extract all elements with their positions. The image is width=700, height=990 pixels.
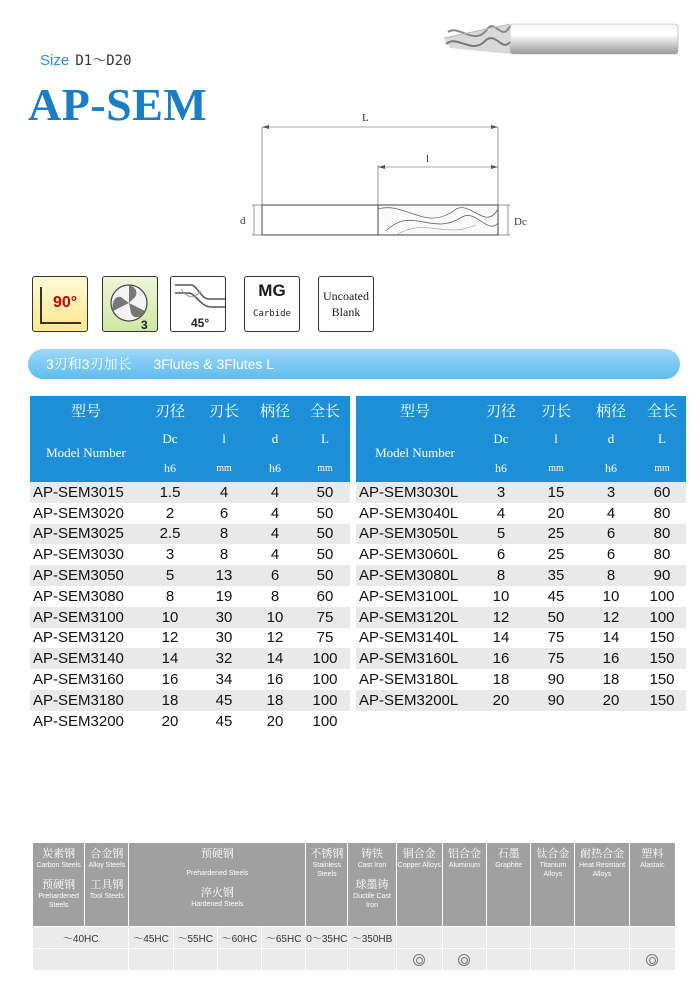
shank-cell: 8 [250,586,300,607]
section-title-en: 3Flutes & 3Flutes L [153,356,275,372]
model-cell: AP-SEM3050 [30,565,142,586]
flute-length-cell: 30 [198,628,250,649]
material-table [32,842,676,971]
table-row [30,482,350,503]
suit-cell [531,949,575,971]
model-cell: AP-SEM3180L [356,669,474,690]
material-carbon-steel [33,843,85,927]
suit-cell [217,949,261,971]
overall-length-cell: 80 [638,524,686,545]
flute-length-cell: 90 [528,690,584,711]
header-d-cn: 柄径 [584,396,638,424]
shank-cell: 14 [250,648,300,669]
material-en: Aluminum [448,862,481,869]
table-row [356,669,686,690]
overall-length-cell: 50 [300,565,350,586]
hardness-cell [487,927,531,949]
material-cn: 球墨铸 [355,879,389,891]
material-cn: 预硬钢 [42,879,76,891]
dc-cell: 10 [142,607,198,628]
dc-cell: 18 [142,690,198,711]
table-row [356,565,686,586]
helix-45-icon [170,276,226,332]
model-cell: AP-SEM3100 [30,607,142,628]
size-label: Size [40,52,70,69]
material-cn: 工具钢 [90,879,124,891]
overall-length-cell: 100 [300,648,350,669]
table-row [356,503,686,524]
overall-length-cell: 100 [300,690,350,711]
material-en: Prehardened Steels [38,893,79,909]
spec-table-long [356,396,686,711]
shank-cell: 20 [250,711,300,732]
model-cell: AP-SEM3080 [30,586,142,607]
dc-cell: 8 [142,586,198,607]
dc-cell: 3 [474,482,528,503]
excellent-icon [413,954,425,966]
table-row [30,586,350,607]
material-cn: 炭素钢 [42,848,76,860]
carbide-grade-icon [244,276,300,332]
header-d-sym: d [250,424,300,454]
shank-cell: 18 [584,669,638,690]
dc-cell: 20 [474,690,528,711]
header-dc-sym: Dc [142,424,198,454]
overall-length-cell: 60 [300,586,350,607]
material-cn: 铜合金 [402,848,436,860]
flute-length-cell: 13 [198,565,250,586]
hardness-cell: ～350HB [348,927,396,949]
overall-length-cell: 100 [638,607,686,628]
overall-length-cell: 75 [300,607,350,628]
model-cell: AP-SEM3160L [356,648,474,669]
shank-cell: 4 [250,544,300,565]
hardness-cell: ～40HC [33,927,129,949]
material-cn: 预硬钢 [200,848,234,860]
table-row [30,669,350,690]
header-model-cn: 型号 [30,396,142,424]
product-title: AP-SEM [28,79,208,130]
material-cast-iron [348,843,396,927]
material-cn: 合金钢 [90,848,124,860]
material-aluminum [442,843,486,927]
header-d-cn: 柄径 [250,396,300,424]
model-cell: AP-SEM3160 [30,669,142,690]
table-row [356,648,686,669]
dc-cell: 8 [474,565,528,586]
label-l: l [426,153,430,165]
flute-length-cell: 75 [528,648,584,669]
dc-cell: 6 [474,544,528,565]
header-L-unit: mm [300,454,350,482]
material-copper-alloy [396,843,442,927]
table-row [356,607,686,628]
coating-line1: Uncoated [323,289,369,303]
suit-cell [487,949,531,971]
hardness-cell: 0～35HC [306,927,348,949]
header-l-sym: l [528,424,584,454]
suit-cell-plastic [629,949,675,971]
suit-cell [575,949,629,971]
overall-length-cell: 100 [300,711,350,732]
hardness-cell: ～55HC [173,927,217,949]
dc-cell: 3 [142,544,198,565]
section-header [28,349,680,379]
overall-length-cell: 80 [638,503,686,524]
overall-length-cell: 50 [300,524,350,545]
material-graphite [487,843,531,927]
material-en: Prehardened Steels [186,870,249,877]
shank-cell: 20 [584,690,638,711]
material-en: Tool Steels [89,893,124,900]
model-cell: AP-SEM3080L [356,565,474,586]
material-stainless-steel [306,843,348,927]
flute-length-cell: 35 [528,565,584,586]
dc-cell: 16 [142,669,198,690]
flute-length-cell: 19 [198,586,250,607]
material-alloy-steel [85,843,129,927]
material-en: Heat Resistant Alloys [579,862,626,878]
excellent-icon [458,954,470,966]
material-plastic [629,843,675,927]
section-title-cn: 3刃和3刃加长 [46,356,132,372]
model-cell: AP-SEM3020 [30,503,142,524]
carbide-label: Carbide [253,309,291,319]
header-d-unit: h6 [250,454,300,482]
dc-cell: 1.5 [142,482,198,503]
hardness-cell [629,927,675,949]
material-cn: 铸铁 [361,848,384,860]
header-model-en: Model Number [356,424,474,482]
material-cn: 不锈钢 [310,848,344,860]
overall-length-cell: 100 [638,586,686,607]
overall-length-cell: 150 [638,628,686,649]
overall-length-cell: 80 [638,544,686,565]
model-cell: AP-SEM3025 [30,524,142,545]
header-l-unit: mm [528,454,584,482]
grade-label: MG [258,281,286,300]
flute-length-cell: 4 [198,482,250,503]
overall-length-cell: 90 [638,565,686,586]
suit-cell [173,949,217,971]
table-row [30,607,350,628]
flute-length-cell: 8 [198,544,250,565]
flute-length-cell: 45 [528,586,584,607]
material-cn: 石墨 [497,848,520,860]
overall-length-cell: 50 [300,482,350,503]
header-l-sym: l [198,424,250,454]
table-row [30,544,350,565]
coating-line2: Blank [331,305,361,319]
overall-length-cell: 100 [300,669,350,690]
helix-angle: 45° [191,316,210,330]
dc-cell: 12 [142,628,198,649]
flute-length-cell: 6 [198,503,250,524]
flute-length-cell: 25 [528,544,584,565]
dc-cell: 14 [474,628,528,649]
material-heat-resistant [575,843,629,927]
header-L-sym: L [638,424,686,454]
table-row [30,524,350,545]
header-d-sym: d [584,424,638,454]
material-en: Graphite [495,862,523,869]
dc-cell: 5 [142,565,198,586]
material-en: Alastaic [640,862,665,869]
hardness-cell: ～60HC [217,927,261,949]
material-cn: 塑料 [641,848,664,860]
suit-cell-aluminum [442,949,486,971]
overall-length-cell: 50 [300,503,350,524]
header-dc-cn: 刃径 [142,396,198,424]
tool-dimension-drawing [236,105,536,255]
shank-cell: 4 [584,503,638,524]
material-cn: 钛合金 [536,848,570,860]
table-row [30,503,350,524]
material-cn: 耐热合金 [580,848,625,860]
header-model-en: Model Number [30,424,142,482]
table-row [356,544,686,565]
flute-length-cell: 45 [198,711,250,732]
dc-cell: 2.5 [142,524,198,545]
shank-cell: 6 [584,524,638,545]
material-en: Stainless Steels [312,862,342,878]
header-l-cn: 刃长 [198,396,250,424]
header-l-unit: mm [198,454,250,482]
material-en: Titanium Alloys [539,862,567,878]
header-L-unit: mm [638,454,686,482]
model-cell: AP-SEM3030 [30,544,142,565]
dc-cell: 12 [474,607,528,628]
hardness-row [33,927,676,949]
model-cell: AP-SEM3050L [356,524,474,545]
feature-icons [32,276,382,336]
header-dc-sym: Dc [474,424,528,454]
flute-length-cell: 8 [198,524,250,545]
flute-length-cell: 20 [528,503,584,524]
dc-cell: 20 [142,711,198,732]
table-row [356,690,686,711]
tool-photo [440,18,680,60]
material-titanium [531,843,575,927]
hardness-cell: ～65HC [262,927,306,949]
dc-cell: 4 [474,503,528,524]
flute-length-cell: 45 [198,690,250,711]
material-en: Alloy Steels [88,862,126,869]
shank-cell: 12 [250,628,300,649]
dc-cell: 16 [474,648,528,669]
material-en: Carbon Steels [36,862,81,869]
overall-length-cell: 150 [638,690,686,711]
suit-cell [129,949,173,971]
hardness-cell: ～45HC [129,927,173,949]
shank-cell: 4 [250,482,300,503]
angle-90-icon [32,276,88,332]
material-cn: 淬火钢 [200,887,234,899]
overall-length-cell: 75 [300,628,350,649]
header-dc-unit: h6 [142,454,198,482]
model-cell: AP-SEM3200L [356,690,474,711]
header-dc-cn: 刃径 [474,396,528,424]
model-cell: AP-SEM3140L [356,628,474,649]
dc-cell: 18 [474,669,528,690]
label-d: d [240,215,246,227]
flute-length-cell: 50 [528,607,584,628]
shank-cell: 16 [584,648,638,669]
model-cell: AP-SEM3120 [30,628,142,649]
dc-cell: 10 [474,586,528,607]
label-Dc: Dc [514,216,527,228]
flute-length-cell: 15 [528,482,584,503]
shank-cell: 8 [584,565,638,586]
dc-cell: 14 [142,648,198,669]
suit-cell [306,949,348,971]
spec-table-standard [30,396,350,732]
table-row [30,690,350,711]
flute-length-cell: 34 [198,669,250,690]
shank-cell: 18 [250,690,300,711]
dc-cell: 2 [142,503,198,524]
material-en: Copper Alloys [397,862,441,869]
uncoated-icon [318,276,374,332]
model-cell: AP-SEM3200 [30,711,142,732]
overall-length-cell: 150 [638,669,686,690]
overall-length-cell: 150 [638,648,686,669]
table-row [30,565,350,586]
three-flutes-icon [102,276,158,332]
model-cell: AP-SEM3015 [30,482,142,503]
dc-cell: 5 [474,524,528,545]
header-L-cn: 全长 [300,396,350,424]
shank-cell: 6 [584,544,638,565]
flute-length-cell: 25 [528,524,584,545]
size-range [40,50,132,70]
overall-length-cell: 50 [300,544,350,565]
shank-cell: 12 [584,607,638,628]
suitability-row [33,949,676,971]
flute-length-cell: 75 [528,628,584,649]
table-row [356,586,686,607]
header-dc-unit: h6 [474,454,528,482]
flute-length-cell: 30 [198,607,250,628]
shank-cell: 4 [250,524,300,545]
shank-cell: 10 [584,586,638,607]
shank-cell: 14 [584,628,638,649]
shank-cell: 16 [250,669,300,690]
flute-length-cell: 32 [198,648,250,669]
material-cn: 铝合金 [447,848,481,860]
size-value: D1～D20 [75,53,132,69]
header-L-sym: L [300,424,350,454]
header-l-cn: 刃长 [528,396,584,424]
material-en: Hardened Steels [191,901,244,908]
model-cell: AP-SEM3120L [356,607,474,628]
angle-label: 90° [53,294,78,311]
model-cell: AP-SEM3060L [356,544,474,565]
flute-length-cell: 90 [528,669,584,690]
model-cell: AP-SEM3180 [30,690,142,711]
shank-cell: 4 [250,503,300,524]
model-cell: AP-SEM3030L [356,482,474,503]
table-row [30,648,350,669]
excellent-icon [646,954,658,966]
shank-cell: 6 [250,565,300,586]
hardness-cell [575,927,629,949]
table-row [30,628,350,649]
model-cell: AP-SEM3040L [356,503,474,524]
header-d-unit: h6 [584,454,638,482]
label-L: L [362,112,369,124]
flutes-count: 3 [141,318,148,332]
suit-cell [348,949,396,971]
table-row [356,482,686,503]
suit-cell [33,949,129,971]
table-row [356,628,686,649]
shank-cell: 3 [584,482,638,503]
suit-cell-copper [396,949,442,971]
table-row [356,524,686,545]
material-prehardened-steel [129,843,306,927]
header-L-cn: 全长 [638,396,686,424]
overall-length-cell: 60 [638,482,686,503]
model-cell: AP-SEM3140 [30,648,142,669]
material-en: Cast Iron [357,862,387,869]
header-model-cn: 型号 [356,396,474,424]
hardness-cell [442,927,486,949]
table-row [30,711,350,732]
shank-cell: 10 [250,607,300,628]
hardness-cell [531,927,575,949]
model-cell: AP-SEM3100L [356,586,474,607]
material-en: Ductile Cast Iron [353,893,391,909]
hardness-cell [396,927,442,949]
suit-cell [262,949,306,971]
